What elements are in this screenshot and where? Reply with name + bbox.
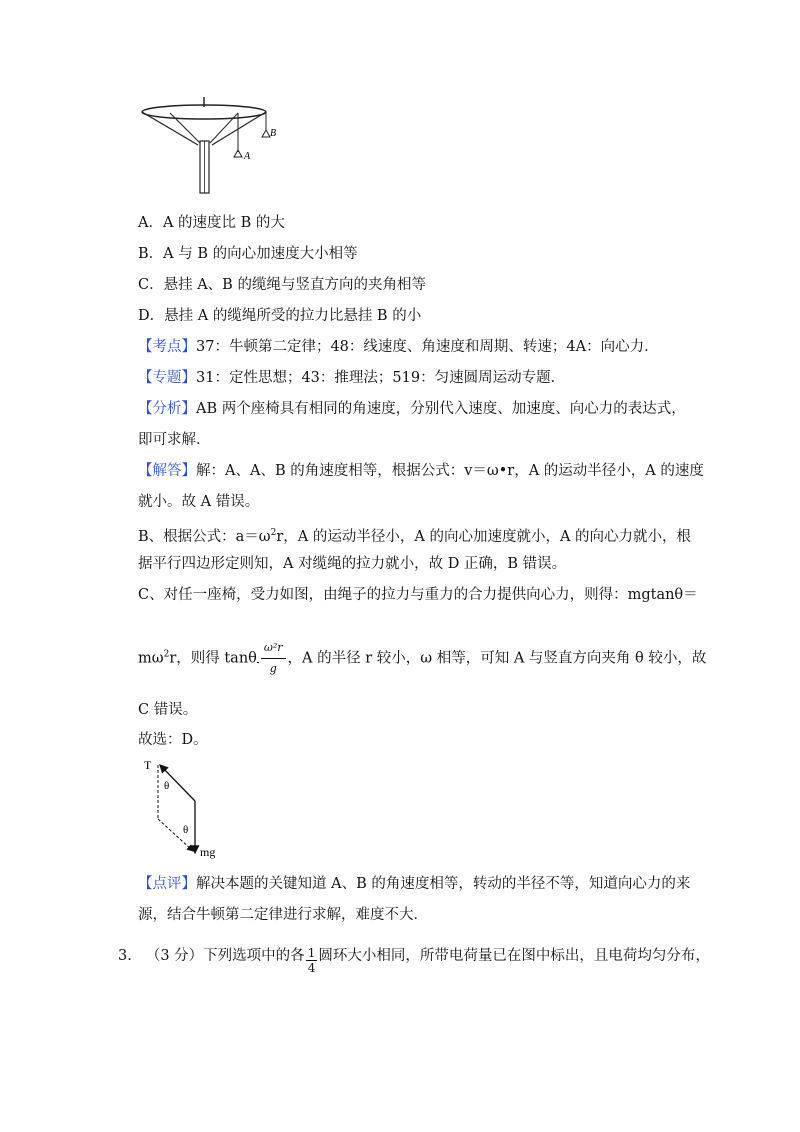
jieda-line4: 据平行四边形定则知，A 对缆绳的拉力就小，故 D 正确，B 错误。 (138, 556, 567, 572)
jieda-line8: 故选：D。 (138, 732, 208, 748)
jieda-line2: 就小。故 A 错误。 (138, 494, 260, 510)
jieda-m-mid: r，则得 tanθ (169, 650, 257, 667)
kaodian-line (138, 337, 659, 357)
jieda-b-post: r，A 的运动半径小，A 的向心加速度就小，A 的向心力就小，根 (276, 528, 692, 545)
tan-fraction (261, 638, 286, 679)
zhuanti-text: 31：定性思想；43：推理法；519：匀速圆周运动专题． (196, 370, 566, 386)
force-diagram (140, 757, 230, 862)
kaodian-tag: 【考点】 (138, 339, 196, 355)
jieda-line6 (138, 638, 706, 679)
jieda-line5: C、对任一座椅，受力如图，由绳子的拉力与重力的合力提供向心力，则得：mgtanθ＝ (138, 587, 698, 603)
q3-frac-den: 4 (307, 961, 316, 975)
option-c: C．悬挂 A、B 的缆绳与竖直方向的夹角相等 (138, 277, 426, 293)
zhuanti-tag: 【专题】 (138, 370, 196, 386)
label-theta1: θ (164, 780, 170, 792)
question3-pre: （3 分）下列选项中的各 (145, 948, 305, 964)
label-theta2: θ (183, 824, 189, 836)
dianping-line2: 源，结合牛顿第二定律进行求解，难度不大． (138, 907, 428, 923)
fenxi-text1: AB 两个座椅具有相同的角速度，分别代入速度、加速度、向心力的表达式， (196, 401, 686, 417)
jieda-b-sup: 2 (270, 528, 277, 538)
jieda-line3 (138, 523, 691, 547)
jieda-m-pre: mω (138, 650, 164, 667)
jieda-tag: 【解答】 (138, 463, 196, 479)
dianping-line1 (138, 874, 690, 894)
question3-line (118, 946, 710, 975)
jieda-m-sup: 2 (163, 649, 170, 660)
fenxi-tag: 【分析】 (138, 401, 196, 417)
option-a: A．A 的速度比 B 的大 (138, 215, 285, 231)
jieda-b-pre: B、根据公式：a＝ω (138, 528, 271, 545)
q3-frac-num: 1 (307, 946, 316, 960)
label-mg: mg (200, 845, 216, 859)
jieda-line1 (138, 461, 704, 481)
question3-fraction (306, 946, 318, 975)
option-b: B．A 与 B 的向心加速度大小相等 (138, 246, 358, 262)
fenxi-line1 (138, 399, 686, 419)
frac-numerator: ω²r (261, 638, 286, 659)
label-a: A (244, 151, 251, 162)
zhuanti-line (138, 368, 565, 388)
chair-swing-figure (140, 95, 290, 200)
jieda-text1: 解：A、A、B 的角速度相等，根据公式：v＝ω•r，A 的运动半径小，A 的速度 (196, 463, 704, 479)
question3-number: 3. (118, 948, 132, 964)
jieda-m-post: ，A 的半径 r 较小，ω 相等，可知 A 与竖直方向夹角 θ 较小，故 (287, 650, 707, 667)
dianping-text1: 解决本题的关键知道 A、B 的角速度相等，转动的半径不等，知道向心力的来 (196, 876, 691, 892)
question3-post: 圆环大小相同，所带电荷量已在图中标出，且电荷均匀分布， (318, 948, 710, 964)
label-b: B (270, 128, 277, 139)
jieda-line7: C 错误。 (138, 702, 198, 718)
option-d: D．悬挂 A 的缆绳所受的拉力比悬挂 B 的小 (138, 308, 422, 324)
dianping-tag: 【点评】 (138, 876, 196, 892)
label-t: T (144, 758, 152, 772)
kaodian-text: 37：牛顿第二定律；48：线速度、角速度和周期、转速；4A：向心力． (196, 339, 659, 355)
fenxi-line2: 即可求解． (138, 432, 211, 448)
frac-denominator: g (269, 662, 277, 675)
